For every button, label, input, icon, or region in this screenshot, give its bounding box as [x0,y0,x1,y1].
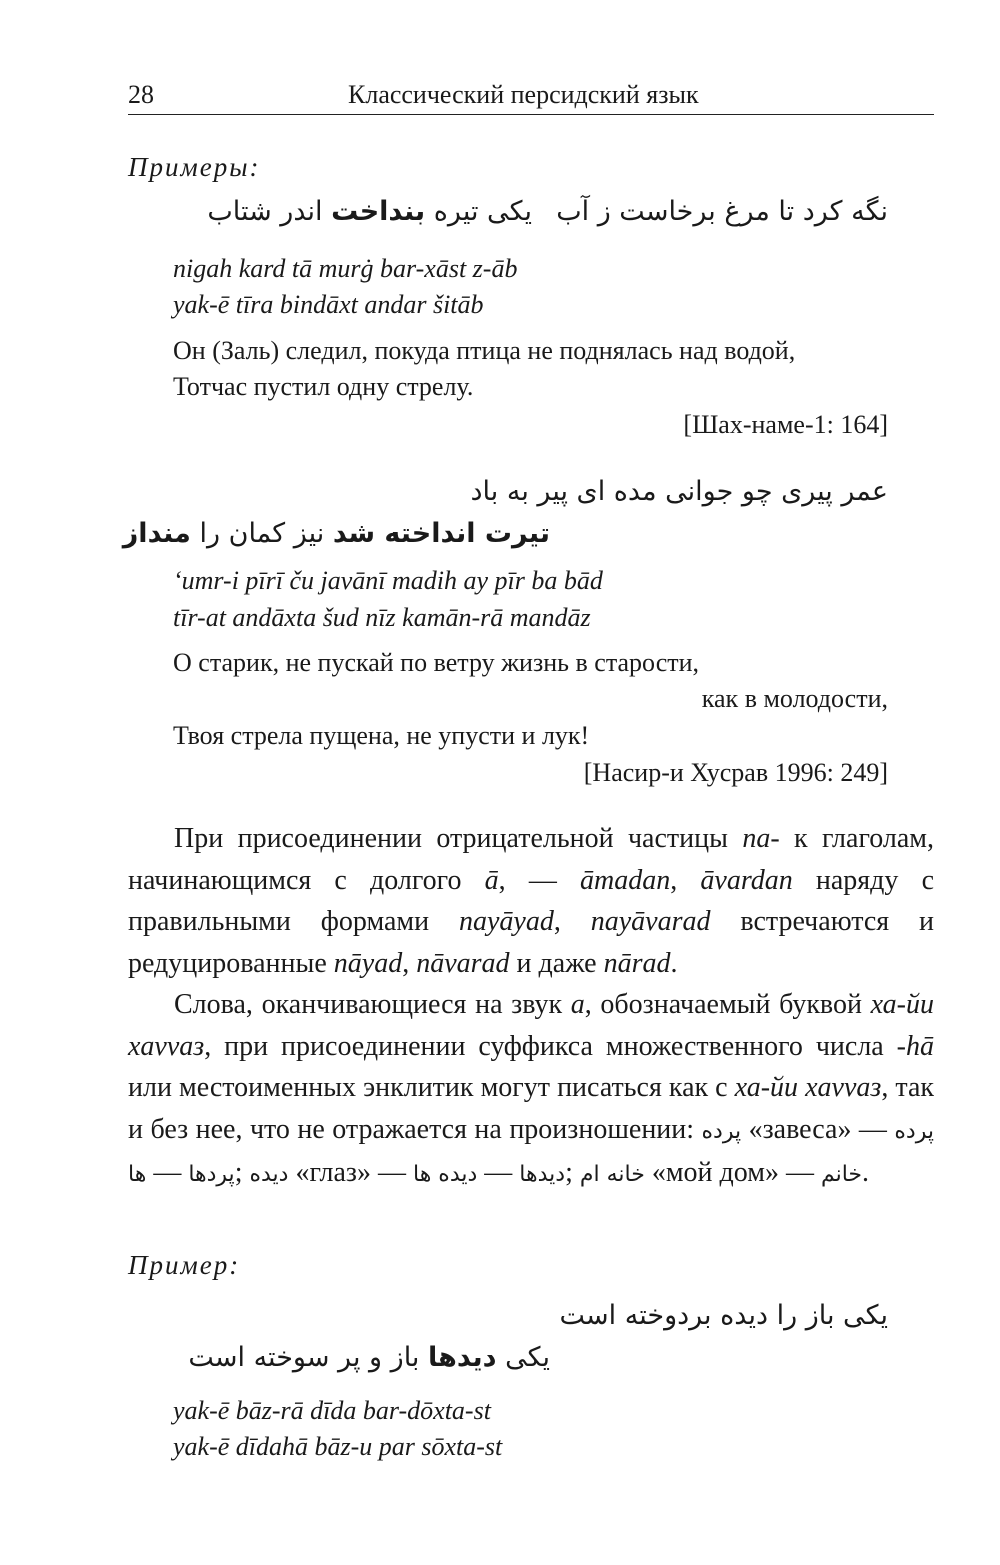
running-header [128,76,934,115]
example2-translation-2: Твоя стрела пущена, не упусти и лук! [173,721,590,750]
example-label: Пример: [128,1250,241,1280]
example1-persian-line-b: یکی تیره بنداخت اندر شتاب [207,196,532,227]
example2-translation-1b: как в молодости, [701,684,888,713]
examples-label: Примеры: [128,152,261,182]
example3-persian-line-2: یکی دیدها باز و پر سوخته است [188,1342,550,1373]
paragraph-negation: При присоединении отрицательной частицы na- к глаголам, начинающимся с долгого ā, — āmadan, āvardan наряду с правильными формами nayāyad, nayāvarad встречаются и редуцированные nāyad, nāvarad и даже nārad. [128,823,935,979]
example1-translit-2: yak-ē tīra bindāxt andar šitāb [173,290,484,319]
example2-persian-line-2: تیرت انداخته شد نیز کمان را منداز [122,518,550,549]
example3-translit-2: yak-ē dīdahā bāz-u par sōxta-st [173,1432,503,1461]
page-number: 28 [128,80,154,109]
example3-persian-line-1: یکی باز را دیده بردوخته است [559,1300,888,1331]
example2-translation-1: О старик, не пускай по ветру жизнь в старости, [173,648,700,677]
example1-translation-2: Тотчас пустил одну стрелу. [173,372,474,401]
example1-persian-line-a: نگه کرد تا مرغ برخاست ز آب [556,196,888,227]
example1-translit-1: nigah kard tā murġ bar-xāst z-āb [173,254,518,283]
example2-translit-2: tīr-at andāxta šud nīz kamān-rā mandāz [173,603,591,632]
paragraph-plural: Слова, оканчивающиеся на звук a, обозначаемый буквой ха-йи хavvaз, при присоединении суффикса множественного числа -hā или местоименных энклитик могут писаться как с ха-йи хavvaз, так и без нее, что не отражается на произношении: پرده «завеса» — پرده ها — پردها; دیده «глаз» — دیده ها — دیدها; خانه ام «мой дом» — خانم. [128,989,935,1188]
example2-persian-line-1: عمر پیری چو جوانی مده ای پیر به باد [470,476,888,507]
running-title: Классический персидский язык [348,80,699,109]
example1-citation: [Шах-наме-1: 164] [683,410,888,439]
example3-translit-1: yak-ē bāz-rā dīda bar-dōxta-st [173,1396,491,1425]
example1-translation-1: Он (Заль) следил, покуда птица не поднялась над водой, [173,336,796,365]
example2-translit-1: ʻumr-i pīrī ču javānī madih ay pīr ba bād [173,566,603,595]
example2-citation: [Насир-и Хусрав 1996: 249] [583,758,888,787]
